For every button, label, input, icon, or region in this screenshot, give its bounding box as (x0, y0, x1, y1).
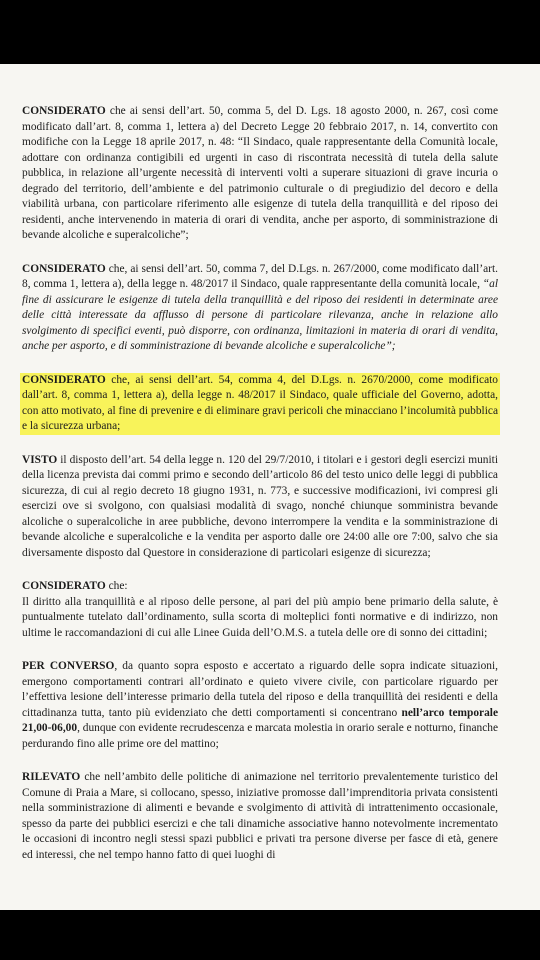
paragraph-text: il disposto dell’art. 54 della legge n. 120 del 29/7/2010, i titolari e i gestori degli esercizi muniti della licenza prevista dai commi primo e secondo dell’articolo 86 del testo unico delle leggi di pubblica sicurezza, di cui al regio decreto 18 giugno 1931, n. 773, e successive modificazioni, ivi compresi gli esercizi ove si svolgono, con qualsiasi modalità di svago, nonché chiunque somministra bevande alcoliche o superalcoliche in aree pubbliche, devono interrompere la vendita e la somministrazione di bevande alcoliche e superalcoliche e la vendita per asporto dalle ore 24:00 alle ore 7:00, salvo che sia diversamente disposto dal Questore in considerazione di particolari esigenze di sicurezza; (22, 453, 498, 559)
paragraph-text: Il diritto alla tranquillità e al riposo delle persone, al pari del più ampio bene primario della salute, è puntualmente tutelato dall’ordinamento, sulla scorta di molteplici fonti normative e di indirizzo, non ultime le raccomandazioni di cui alle Linee Guida dell’O.M.S. a tutela delle ore di sonno dei cittadini; (22, 595, 498, 639)
quoted-text: “al fine di assicurare le esigenze di tutela della tranquillità e del riposo dei residenti in determinate aree delle città interessate da afflusso di persone di particolare rilevanza, anche in relazione allo svolgimento di specifici eventi, può disporre, con ordinanza, limitazioni in materia di orari di vendita, anche per asporto, e di somministrazione di bevande alcoliche e superalcoliche”; (22, 278, 498, 352)
paragraph-text: che ai sensi dell’art. 50, comma 5, del D. Lgs. 18 agosto 2000, n. 267, così come modificato dall’art. 8, comma 1, lettera a) del Decreto Legge 20 febbraio 2017, n. 14, convertito con modifiche con la Legge 18 aprile 2017, n. 48: “Il Sindaco, quale rappresentante della Comunità locale, adottare con ordinanza contigibili ed urgenti in caso di riscontrata necessità di tutela della salute pubblica, in relazione all’urgente necessità di interventi volti a superare situazioni di grave incuria o degrado del territorio, dell’ambiente e del patrimonio culturale o di pregiudizio del decoro e della viabilità urbana, con particolare riferimento alle esigenze di tutela della tranquillità e del riposo dei residenti, anche intervenendo in materia di orari di vendita, anche per asporto, di somministrazione di bevande alcoliche e superalcoliche”; (22, 105, 498, 241)
heading-line (22, 579, 498, 595)
keyword: RILEVATO (22, 771, 81, 783)
paragraph-text: che, ai sensi dell’art. 54, comma 4, del D.Lgs. n. 2670/2000, come modificato dall’art. 8, comma 1, lettera a), della legge n. 48/2017 il Sindaco, quale ufficiale del Governo, adotta, con atto motivato, al fine di prevenire e di eliminare gravi pericoli che minacciano l’incolumità pubblica e la sicurezza urbana; (22, 373, 498, 432)
top-black-bar (0, 0, 540, 64)
paragraph-text: che nell’ambito delle politiche di animazione nel territorio prevalentemente turistico del Comune di Praia a Mare, si collocano, spesso, iniziative promosse dall’imprenditoria privata consistenti nella somministrazione di alimenti e bevande e svolgimento di attività di intrattenimento occasionale, spesso da parte dei pubblici esercizi e che tali dinamiche associative hanno notevolmente incrementato le occasioni di incontro negli stessi spazi pubblici e privati tra persone diverse per fasce di età, genere ed interessi, che nel tempo hanno fatto di quei luoghi di (22, 771, 498, 861)
paragraph-text-end: , dunque con evidente recrudescenza e marcata molestia in orario serale e notturno, finanche perdurando fino alle prime ore del mattino; (22, 722, 499, 750)
keyword: VISTO (22, 453, 58, 466)
keyword: CONSIDERATO (22, 262, 106, 275)
paragraph-text: , da quanto sopra esposto e accertato a riguardo delle sopra indicate situazioni, emergono comportamenti contrari all’ordinato e quieto vivere civile, con particolare riguardo per l’effettiva lesione dell’interesse primario della tutela del riposo e della tranquillità dei residenti e della cittadinanza tutta, tanto più evidenziato che detti comportamenti si concentrano (22, 660, 498, 719)
paragraph-considerato-2 (22, 262, 498, 355)
bottom-black-bar (0, 910, 540, 960)
bold-time-range: nell’arco temporale 21,00-06,00 (22, 706, 498, 734)
paragraph-considerato-3-highlighted (20, 373, 500, 435)
keyword: CONSIDERATO (22, 373, 106, 386)
document-body (22, 104, 498, 881)
paragraph-per-converso (22, 659, 498, 752)
document-page (0, 64, 540, 910)
keyword: PER CONVERSO (22, 660, 115, 672)
paragraph-text: che, ai sensi dell’art. 50, comma 7, del D.Lgs. n. 267/2000, come modificato dall’art. 8, comma 1, lettera a), della legge n. 48/2017 il Sindaco, quale rappresentante della comunità locale, (22, 262, 498, 290)
paragraph-visto (22, 453, 498, 562)
keyword: CONSIDERATO (22, 105, 106, 117)
paragraph-rilevato (22, 770, 498, 863)
paragraph-considerato-1 (22, 104, 498, 244)
paragraph-considerato-4 (22, 579, 498, 641)
heading-suffix: che: (105, 580, 128, 592)
keyword: CONSIDERATO (22, 580, 106, 592)
